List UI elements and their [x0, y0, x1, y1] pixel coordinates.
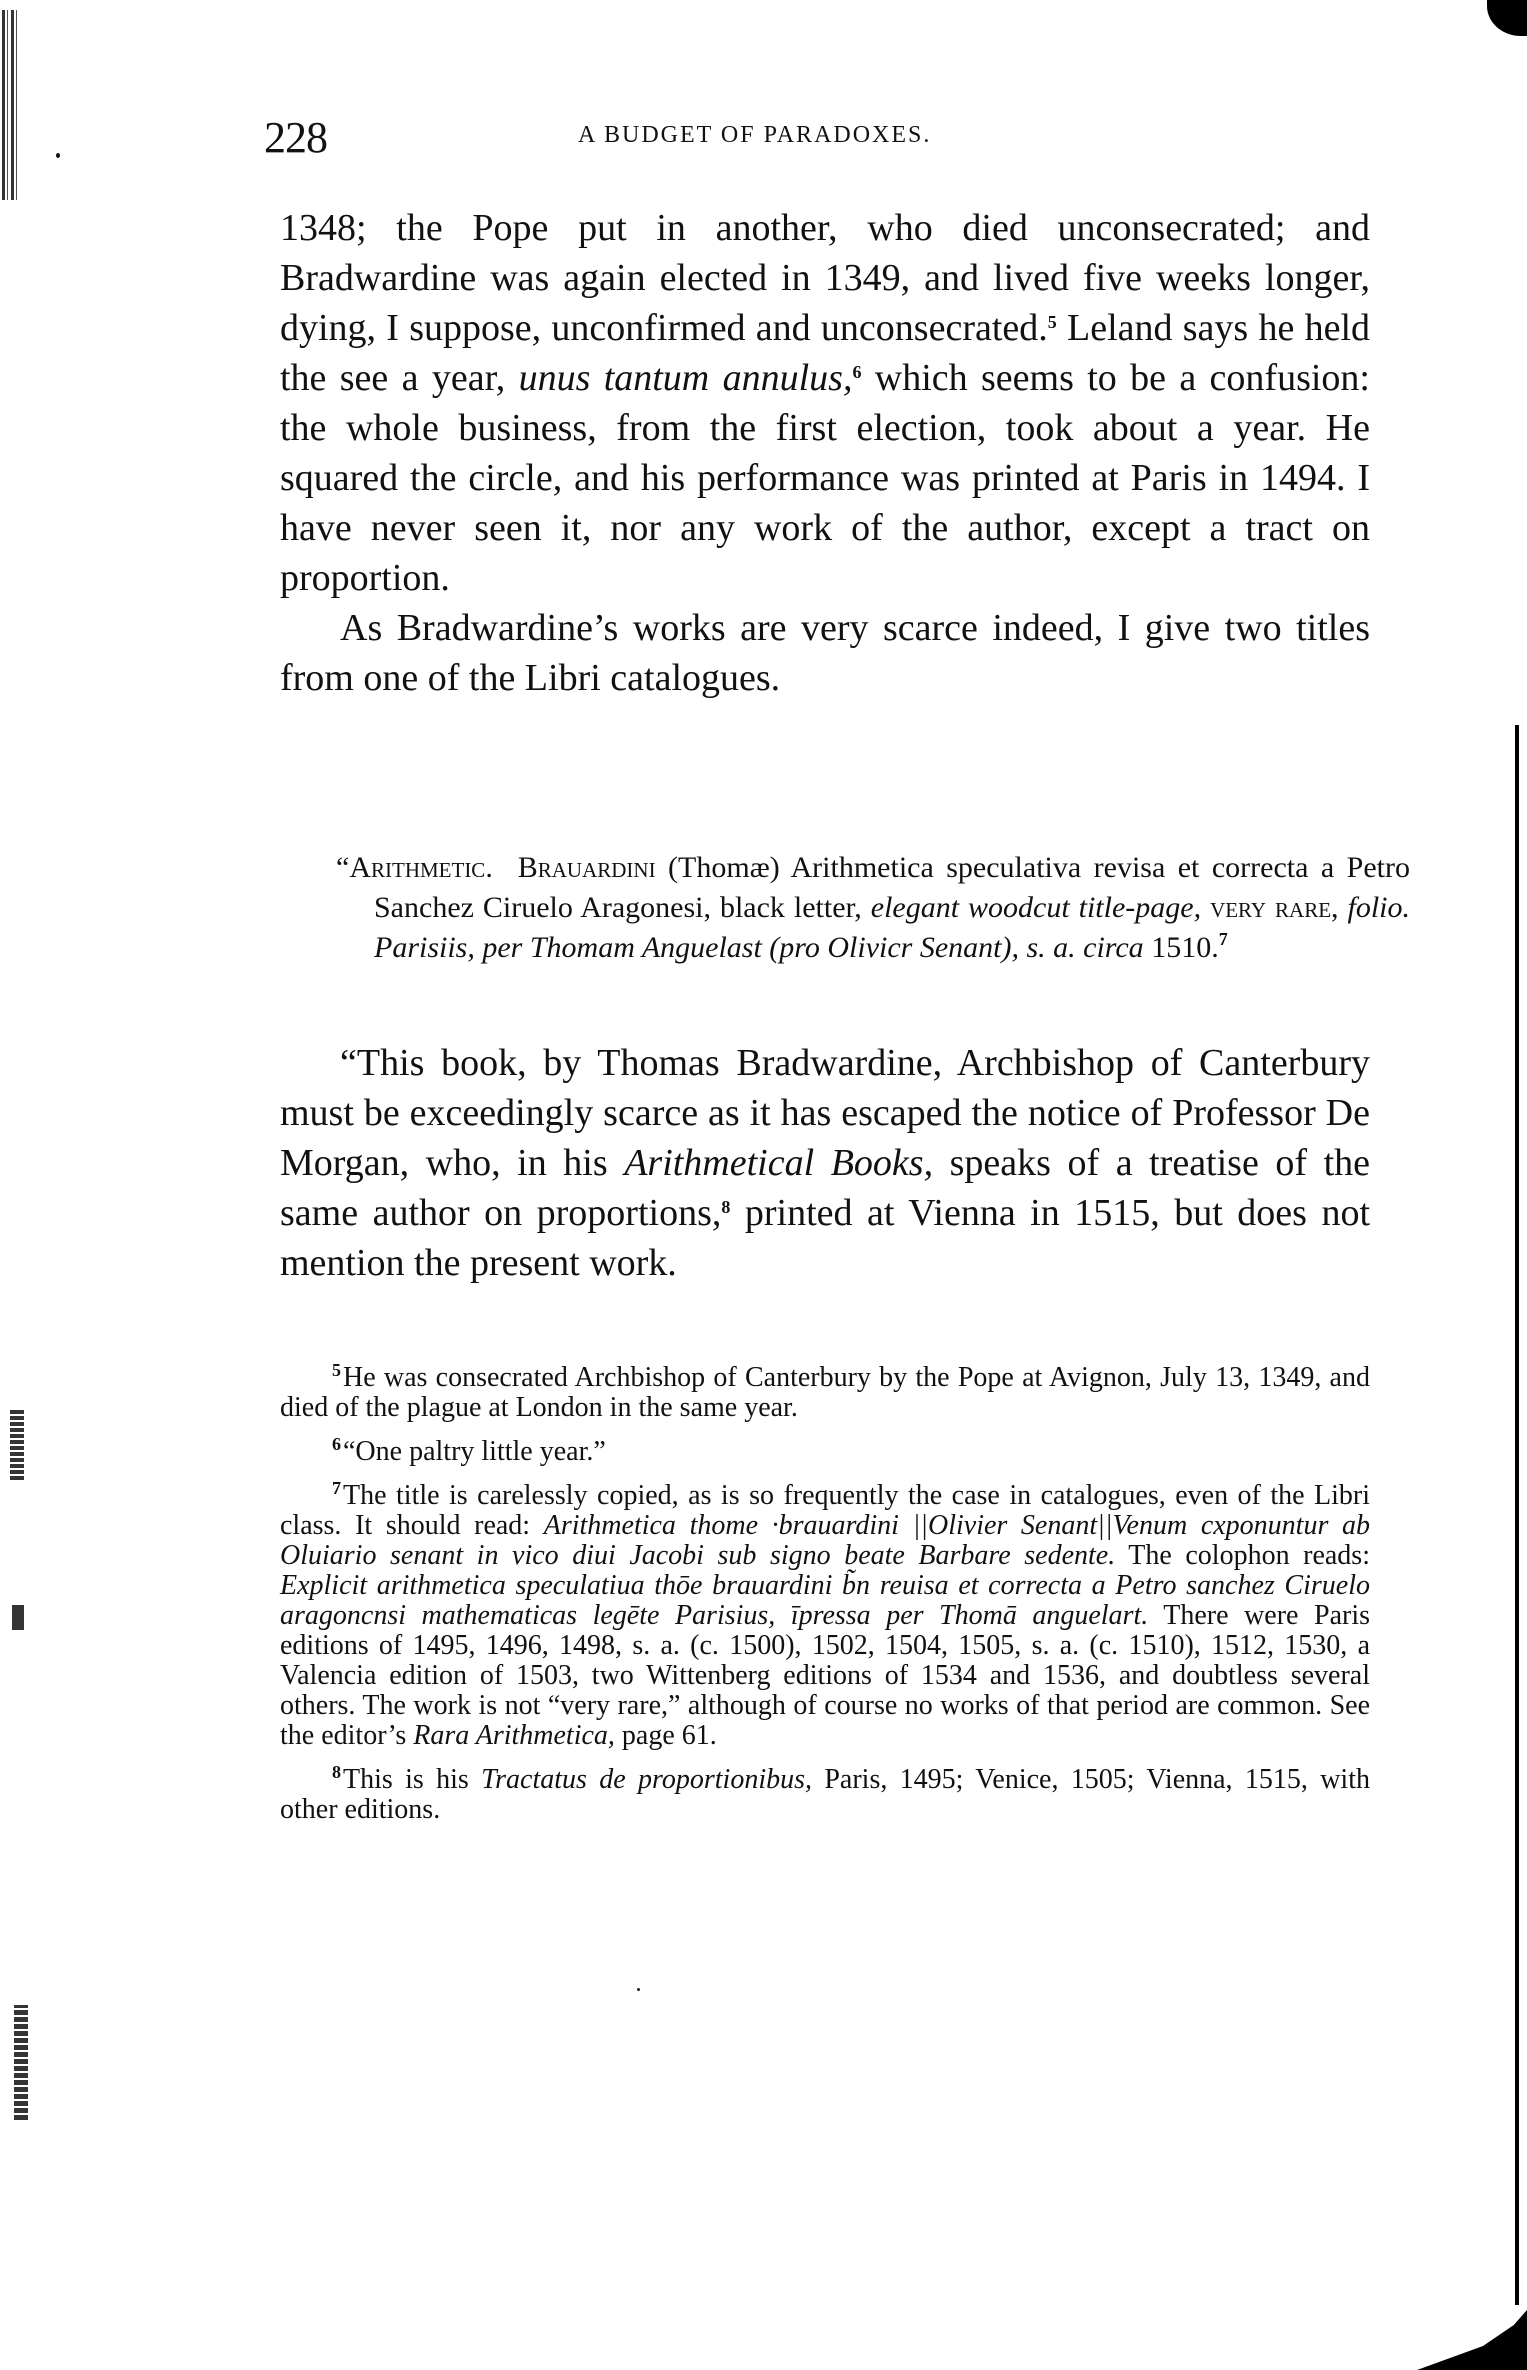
catalogue-author: Brauardini — [517, 851, 656, 884]
scan-artifact-stray-dot — [637, 1988, 640, 1991]
footnote-ref-7[interactable]: 7 — [1218, 929, 1228, 949]
main-text — [280, 203, 1370, 703]
footnote-ref-6[interactable]: 6 — [852, 362, 862, 382]
footnote-8: $^8$This is his Tractatus de proportionibus, Paris, 1495; Venice, 1505; Vienna, 1515, with other editions. — [280, 1762, 1370, 1825]
footnote-5: $^5$He was consecrated Archbishop of Canterbury by the Pope at Avignon, July 13, 1349, and died of the plague at London in the same year. — [280, 1360, 1370, 1423]
running-title: A BUDGET OF PARADOXES. — [578, 122, 932, 148]
scan-artifact-left-mid — [10, 1410, 24, 1480]
footnotes — [280, 1360, 1370, 1839]
scan-artifact-dot — [56, 153, 60, 158]
footnote-7: $^7$The title is carelessly copied, as is so frequently the case in catalogues, even of the Libri class. It should read: Arithmetica thome ·brauardini ||Olivier Senant||Venum cxponuntur ab Oluiario senant in vico diui Jacobi sub signo beate Barbare sedente. The colophon reads: Explicit arithmetica speculatiua thōe brauardini b̃n reuisa et correcta a Petro sanchez Ciruelo aragoncnsi mathematicas legēte Parisius, īpressa per Thomā anguelart. There were Paris editions of 1495, 1496, 1498, s. a. (c. 1500), 1502, 1504, 1505, s. a. (c. 1510), 1512, 1530, a Valencia edition of 1503, two Wittenberg editions of 1534 and 1536, and doubtless several others. The work is not “very rare,” although of course no works of that period are common. See the editor’s Rara Arithmetica, page 61. — [280, 1478, 1370, 1751]
page-corner-bottom-right — [1417, 2310, 1527, 2370]
latin-phrase: unus tantum annulus, — [518, 357, 853, 399]
paragraph-2: As Bradwardine’s works are very scarce indeed, I give two titles from one of the Libri catalogues. — [280, 607, 1370, 699]
footnote-ref-5[interactable]: 5 — [1047, 312, 1057, 332]
scan-artifact-left-mid-small — [12, 1605, 24, 1630]
scan-artifact-left-top — [2, 10, 20, 200]
catalogue-entry: “Arithmetic. Brauardini (Thomæ) Arithmetica speculativa revisa et correcta a Petro Sanchez Ciruelo Aragonesi, black letter, elegant woodcut title-page, very rare, folio. Parisiis, per Thomam Anguelast (pro Olivicr Senant), s. a. circa 1510.$^7$ — [336, 851, 1411, 964]
page-edge-right — [1515, 725, 1519, 2305]
footnote-6: $^6$“One paltry little year.” — [332, 1434, 606, 1467]
paragraph-1: 1348; the Pope put in another, who died unconsecrated; and Bradwardine was again elected in 1349, and lived five weeks longer, dying, I suppose, unconfirmed and unconsecrated.$^5$ Leland says he held the see a year, unus tantum annulus,$^6$ which seems to be a confusion: the whole business, from the first election, took about a year. He squared the circle, and his performance was printed at Paris in 1494. I have never seen it, nor any work of the author, except a tract on proportion. — [280, 207, 1370, 599]
page-corner-top-right — [1487, 0, 1527, 36]
scan-artifact-left-bottom — [14, 2005, 28, 2120]
catalogue-heading: Arithmetic. — [349, 851, 493, 884]
footnote-ref-8[interactable]: 8 — [721, 1197, 731, 1217]
book-title: Arithmetical Books, — [624, 1142, 934, 1184]
quoted-letter — [280, 1038, 1370, 1288]
paragraph-3: “This book, by Thomas Bradwardine, Archbishop of Canterbury must be exceedingly scarce as it has escaped the notice of Professor De Morgan, who, in his Arithmetical Books, speaks of a treatise of the same author on proportions,$^8$ printed at Vienna in 1515, but does not mention the present work. — [280, 1042, 1371, 1284]
page-number: 228 — [264, 113, 327, 162]
